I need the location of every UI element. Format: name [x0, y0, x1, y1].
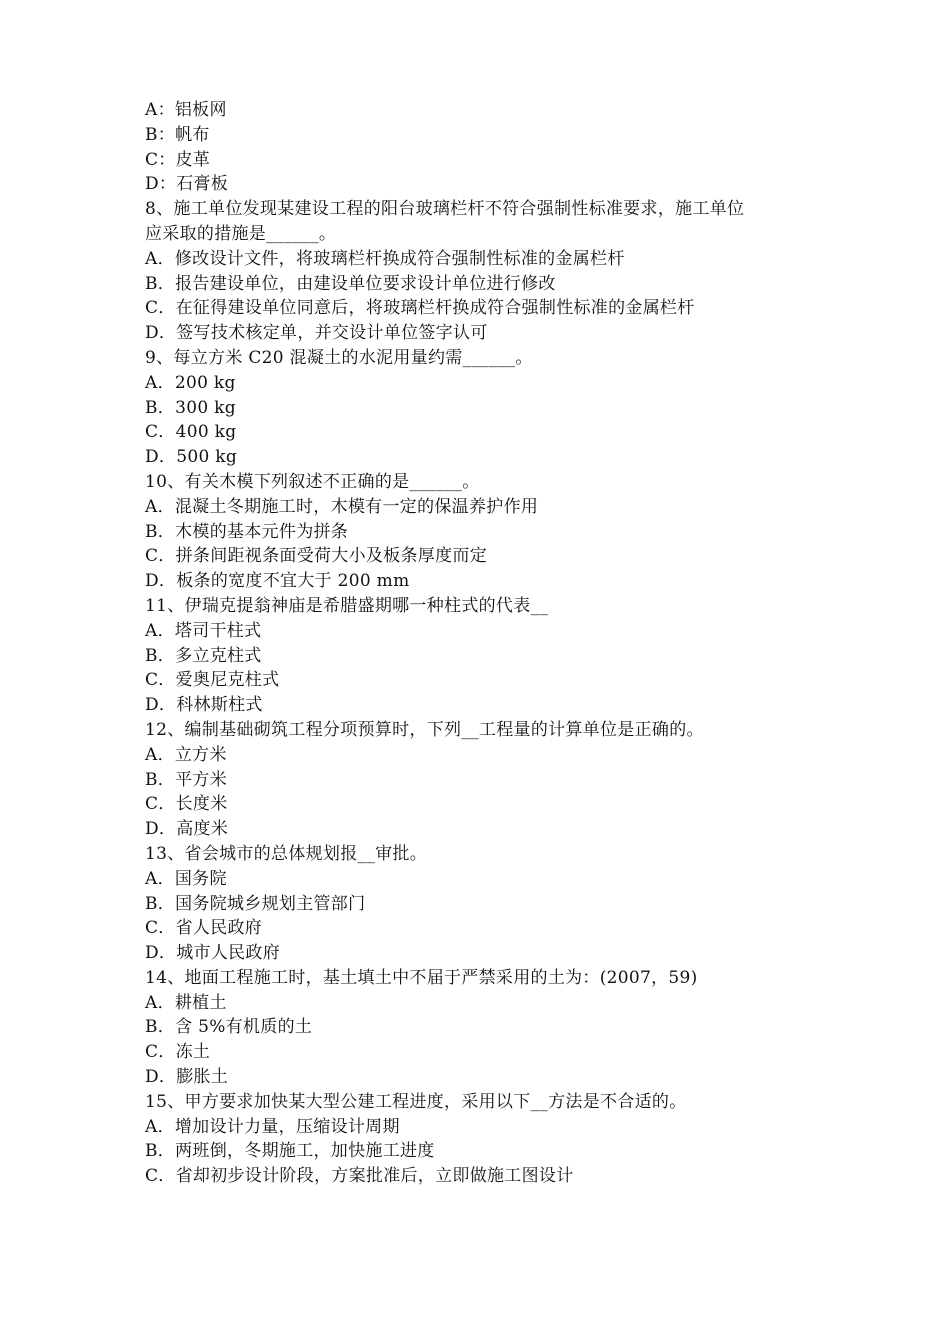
question-line: 15、甲方要求加快某大型公建工程进度，采用以下__方法是不合适的。 — [145, 1091, 687, 1112]
question-line: 11、伊瑞克提翁神庙是希腊盛期哪一种柱式的代表__ — [145, 595, 549, 616]
option-line: B．木模的基本元件为拼条 — [145, 521, 349, 542]
option-line: B．300 kg — [145, 397, 236, 418]
option-line: D．城市人民政府 — [145, 943, 281, 964]
option-line: A．立方米 — [145, 744, 227, 765]
question-line: 12、编制基础砌筑工程分项预算时，下列__工程量的计算单位是正确的。 — [145, 719, 704, 740]
option-line: D．板条的宽度不宜大于 200 mm — [145, 571, 410, 592]
document-body — [145, 98, 815, 1189]
option-line: B．多立克柱式 — [145, 645, 262, 666]
option-line: A．国务院 — [145, 868, 227, 889]
option-line: A．塔司干柱式 — [145, 620, 262, 641]
option-line: C．在征得建设单位同意后，将玻璃栏杆换成符合强制性标准的金属栏杆 — [145, 298, 695, 319]
option-line: C．冻土 — [145, 1042, 211, 1063]
option-line: D．签写技术核定单，并交设计单位签字认可 — [145, 323, 488, 344]
question-line: 10、有关木模下列叙述不正确的是______。 — [145, 471, 480, 492]
option-line: D．500 kg — [145, 447, 238, 468]
option-line: A．200 kg — [145, 372, 236, 393]
option-line: B．报告建设单位，由建设单位要求设计单位进行修改 — [145, 273, 556, 294]
question-line: 13、省会城市的总体规划报__审批。 — [145, 843, 428, 864]
option-line: C．拼条间距视条面受荷大小及板条厚度而定 — [145, 546, 488, 567]
option-line: C．省人民政府 — [145, 918, 263, 939]
option-line: B：帆布 — [145, 124, 210, 145]
option-line: A．耕植土 — [145, 992, 227, 1013]
option-line: D．高度米 — [145, 819, 229, 840]
option-line: D．科林斯柱式 — [145, 695, 263, 716]
option-line: A：铝板网 — [145, 100, 227, 120]
option-line: C．长度米 — [145, 794, 228, 815]
option-line: A．增加设计力量，压缩设计周期 — [145, 1116, 400, 1137]
option-line: A．混凝土冬期施工时，木模有一定的保温养护作用 — [145, 496, 539, 517]
option-line: D．膨胀土 — [145, 1067, 229, 1088]
question-line: 9、每立方米 C20 混凝土的水泥用量约需______。 — [145, 347, 533, 368]
question-line: 应采取的措施是______。 — [145, 223, 337, 244]
option-line: A．修改设计文件，将玻璃栏杆换成符合强制性标准的金属栏杆 — [145, 248, 625, 269]
option-line: B．平方米 — [145, 769, 227, 790]
option-line: B．国务院城乡规划主管部门 — [145, 893, 366, 914]
option-line: B．两班倒，冬期施工，加快施工进度 — [145, 1141, 435, 1162]
option-line: C：皮革 — [145, 149, 211, 170]
question-line: 8、施工单位发现某建设工程的阳台玻璃栏杆不符合强制性标准要求，施工单位 — [145, 199, 745, 220]
option-line: B．含 5%有机质的土 — [145, 1017, 313, 1038]
option-line: C．省却初步设计阶段，方案批准后，立即做施工图设计 — [145, 1166, 574, 1187]
question-line: 14、地面工程施工时，基土填土中不届于严禁采用的土为：(2007，59) — [145, 967, 698, 988]
option-line: D：石膏板 — [145, 174, 229, 195]
option-line: C．爱奥尼克柱式 — [145, 670, 280, 691]
option-line: C．400 kg — [145, 422, 237, 443]
